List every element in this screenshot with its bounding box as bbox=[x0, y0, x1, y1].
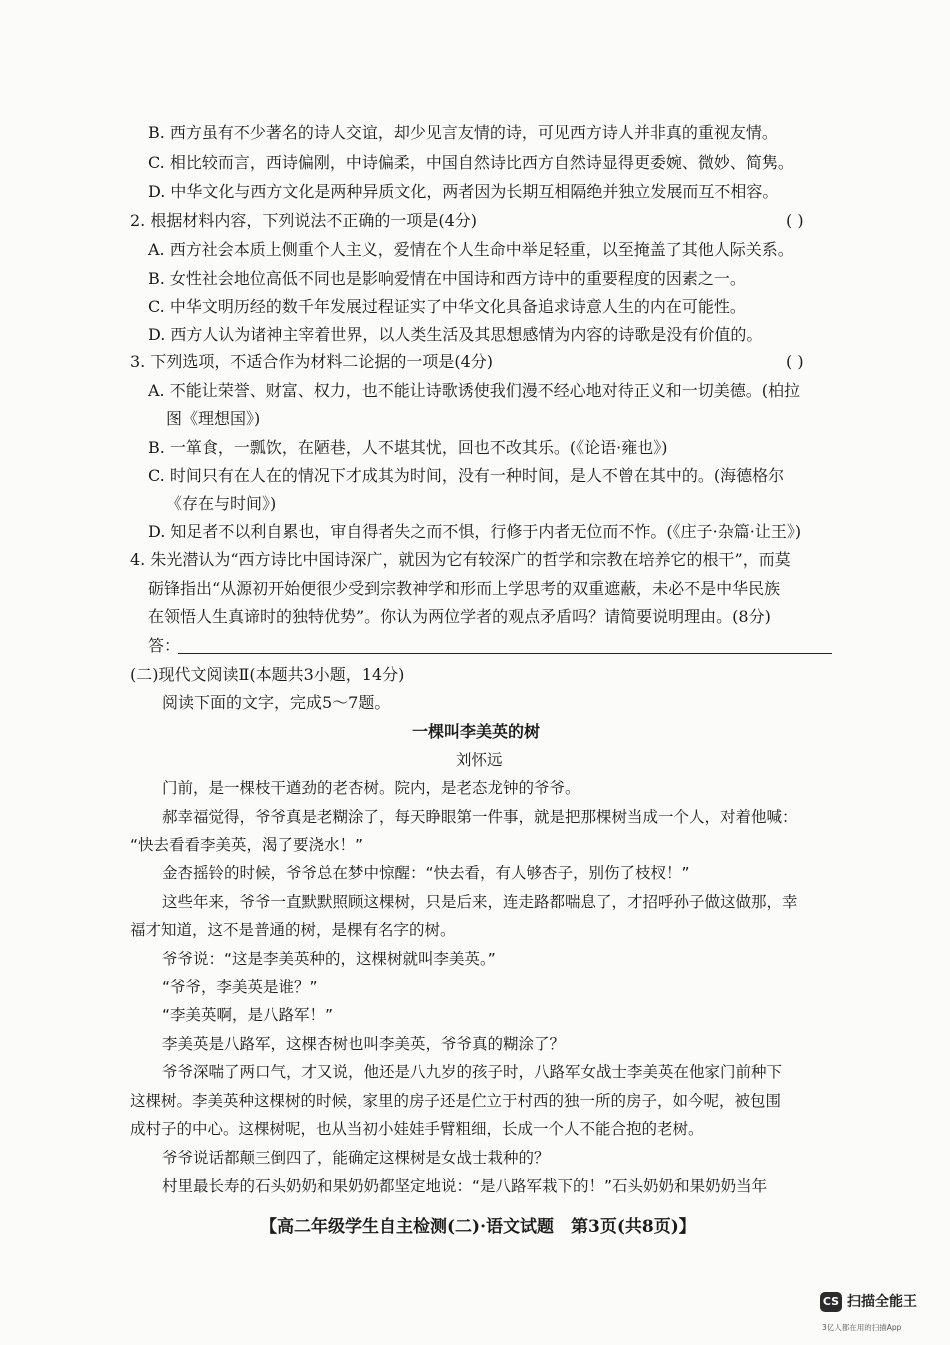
story-paragraph: 李美英是八路军，这棵杏树也叫李美英，爷爷真的糊涂了？ bbox=[162, 1035, 566, 1053]
q4-stem-line1: 4. 朱光潜认为“西方诗比中国诗深广，就因为它有较深广的哲学和宗教在培养它的根干”，而莫 bbox=[130, 550, 791, 569]
story-paragraph: 郝幸福觉得，爷爷真是老糊涂了，每天睁眼第一件事，就是把那棵树当成一个人，对着他喊： bbox=[162, 808, 798, 826]
scanner-tagline: 3亿人都在用的扫描App bbox=[822, 1323, 902, 1332]
q3-stem: 3. 下列选项，不适合作为材料二论据的一项是(4分) bbox=[130, 352, 494, 371]
scanner-logo-icon: CS bbox=[820, 1292, 842, 1312]
story-paragraph: “爷爷，李美英是谁？” bbox=[162, 978, 318, 996]
q2-option-c: C. 中华文明历经的数千年发展过程证实了中华文化具备追求诗意人生的内在可能性。 bbox=[148, 297, 746, 316]
q3-option-d: D. 知足者不以利自累也，审自得者失之而不惧，行修于内者无位而不怍。(《庄子·杂篇·让王》) bbox=[148, 522, 802, 541]
story-paragraph: 门前，是一棵枝干遒劲的老杏树。院内，是老态龙钟的爷爷。 bbox=[162, 779, 581, 797]
story-paragraph: 成村子的中心。这棵树呢，也从当初小娃娃手臂粗细，长成一个人不能合抱的老树。 bbox=[130, 1120, 704, 1138]
q3-option-a-line2: 图《理想国》) bbox=[166, 409, 261, 428]
q2-option-a: A. 西方社会本质上侧重个人主义，爱情在个人生命中举足轻重，以至掩盖了其他人际关系。 bbox=[148, 240, 794, 259]
q4-stem-line2: 砺锋指出“从源初开始便很少受到宗教神学和形而上学思考的双重遮蔽，未必不是中华民族 bbox=[148, 579, 781, 598]
q3-option-c-line1: C. 时间只有在人在的情况下才成其为时间，没有一种时间，是人不曾在其中的。(海德格尔 bbox=[148, 466, 785, 485]
q2-stem: 2. 根据材料内容，下列说法不正确的一项是(4分) bbox=[130, 211, 478, 230]
q1-option-c: C. 相比较而言，西诗偏刚，中诗偏柔，中国自然诗比西方自然诗显得更委婉、微妙、简隽。 bbox=[148, 153, 794, 172]
story-paragraph: 金杏摇铃的时候，爷爷总在梦中惊醒：“快去看，有人够杏子，别伤了枝杈！” bbox=[162, 864, 690, 882]
q3-option-b: B. 一箪食，一瓢饮，在陋巷，人不堪其忧，回也不改其乐。(《论语·雍也》) bbox=[148, 438, 668, 457]
story-author: 刘怀远 bbox=[456, 751, 503, 769]
q2-answer-paren: ( ) bbox=[786, 211, 804, 230]
q2-option-b: B. 女性社会地位高低不同也是影响爱情在中国诗和西方诗中的重要程度的因素之一。 bbox=[148, 269, 746, 288]
story-title: 一棵叫李美英的树 bbox=[412, 722, 541, 741]
page-footer: 【高二年级学生自主检测(二)·语文试题 第3页(共8页)】 bbox=[260, 1217, 696, 1237]
story-paragraph: “快去看看李美英，渴了要浇水！” bbox=[130, 836, 364, 854]
story-paragraph: 福才知道，这不是普通的树，是棵有名字的树。 bbox=[130, 921, 456, 939]
story-paragraph: 爷爷深喘了两口气，才又说，他还是八九岁的孩子时，八路军女战士李美英在他家门前种下 bbox=[162, 1063, 783, 1081]
scanner-app-name: 扫描全能王 bbox=[847, 1294, 917, 1310]
story-paragraph: 这棵树。李美英种这棵树的时候，家里的房子还是伫立于村西的独一所的房子，如今呢，被包围 bbox=[130, 1092, 782, 1110]
q1-option-d: D. 中华文化与西方文化是两种异质文化，两者因为长期互相隔绝并独立发展而互不相容。 bbox=[148, 182, 779, 201]
q3-option-a-line1: A. 不能让荣誉、财富、权力，也不能让诗歌诱使我们漫不经心地对待正义和一切美德。(柏拉 bbox=[148, 381, 800, 400]
q1-option-b: B. 西方虽有不少著名的诗人交谊，却少见言友情的诗，可见西方诗人并非真的重视友情。 bbox=[148, 123, 778, 142]
q3-option-c-line2: 《存在与时间》) bbox=[166, 494, 277, 513]
q2-option-d: D. 西方人认为诸神主宰着世界，以人类生活及其思想感情为内容的诗歌是没有价值的。 bbox=[148, 325, 763, 344]
story-paragraph: 爷爷说：“这是李美英种的，这棵树就叫李美英。” bbox=[162, 950, 496, 968]
story-paragraph: 这些年来，爷爷一直默默照顾这棵树，只是后来，连走路都喘息了，才招呼孙子做这做那，幸 bbox=[162, 893, 798, 911]
q4-answer-label: 答： bbox=[148, 636, 181, 655]
section2-heading: (二)现代文阅读Ⅱ(本题共3小题，14分) bbox=[130, 665, 405, 684]
q3-answer-paren: ( ) bbox=[786, 352, 804, 371]
story-paragraph: “李美英啊，是八路军！” bbox=[162, 1006, 334, 1024]
story-paragraph: 爷爷说话都颠三倒四了，能确定这棵树是女战士栽种的？ bbox=[162, 1149, 550, 1167]
story-paragraph: 村里最长寿的石头奶奶和果奶奶都坚定地说：“是八路军栽下的！”石头奶奶和果奶奶当年 bbox=[162, 1177, 768, 1195]
q4-stem-line3: 在领悟人生真谛时的独特优势”。你认为两位学者的观点矛盾吗？请简要说明理由。(8分) bbox=[148, 607, 771, 626]
answer-line[interactable] bbox=[178, 653, 832, 654]
section2-instruction: 阅读下面的文字，完成5～7题。 bbox=[162, 693, 391, 712]
